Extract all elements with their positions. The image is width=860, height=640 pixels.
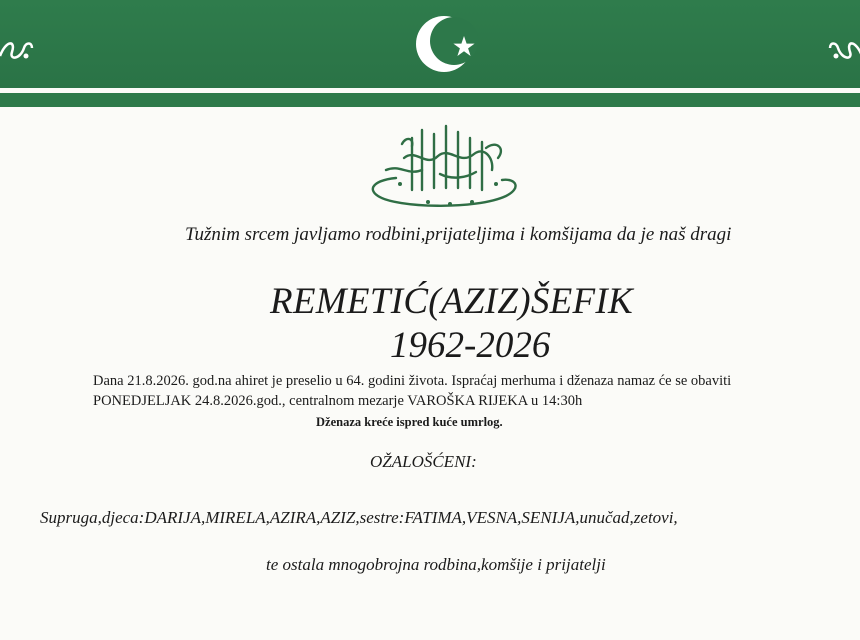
family-members: Supruga,djeca:DARIJA,MIRELA,AZIRA,AZIZ,sestre:FATIMA,VESNA,SENIJA,unučad,zetovi, [40,508,678,527]
mourners-heading: OŽALOŠĆENI: [370,452,477,471]
arabic-calligraphy-icon [356,118,536,214]
other-mourners: te ostala mnogobrojna rodbina,komšije i prijatelji [266,555,606,574]
procession-note: Dženaza kreće ispred kuće umrlog. [316,415,503,429]
life-years: 1962-2026 [390,325,551,366]
header-band [0,93,860,107]
funeral-details-line-1: Dana 21.8.2026. god.na ahiret je preselio u 64. godini života. Ispraćaj merhuma i dženaza namaz će se obaviti [93,373,732,389]
intro-text: Tužnim srcem javljamo rodbini,prijateljima i komšijama da je naš dragi [185,224,732,245]
crescent-and-star-icon [408,8,482,80]
funeral-details-line-2: PONEDJELJAK 24.8.2026.god., centralnom mezarje VAROŠKA RIJEKA u 14:30h [93,393,583,409]
floral-ornament-icon [0,30,36,66]
deceased-name: REMETIĆ(AZIZ)ŠEFIK [270,281,634,322]
header-banner [0,0,860,88]
floral-ornament-icon [826,30,860,66]
